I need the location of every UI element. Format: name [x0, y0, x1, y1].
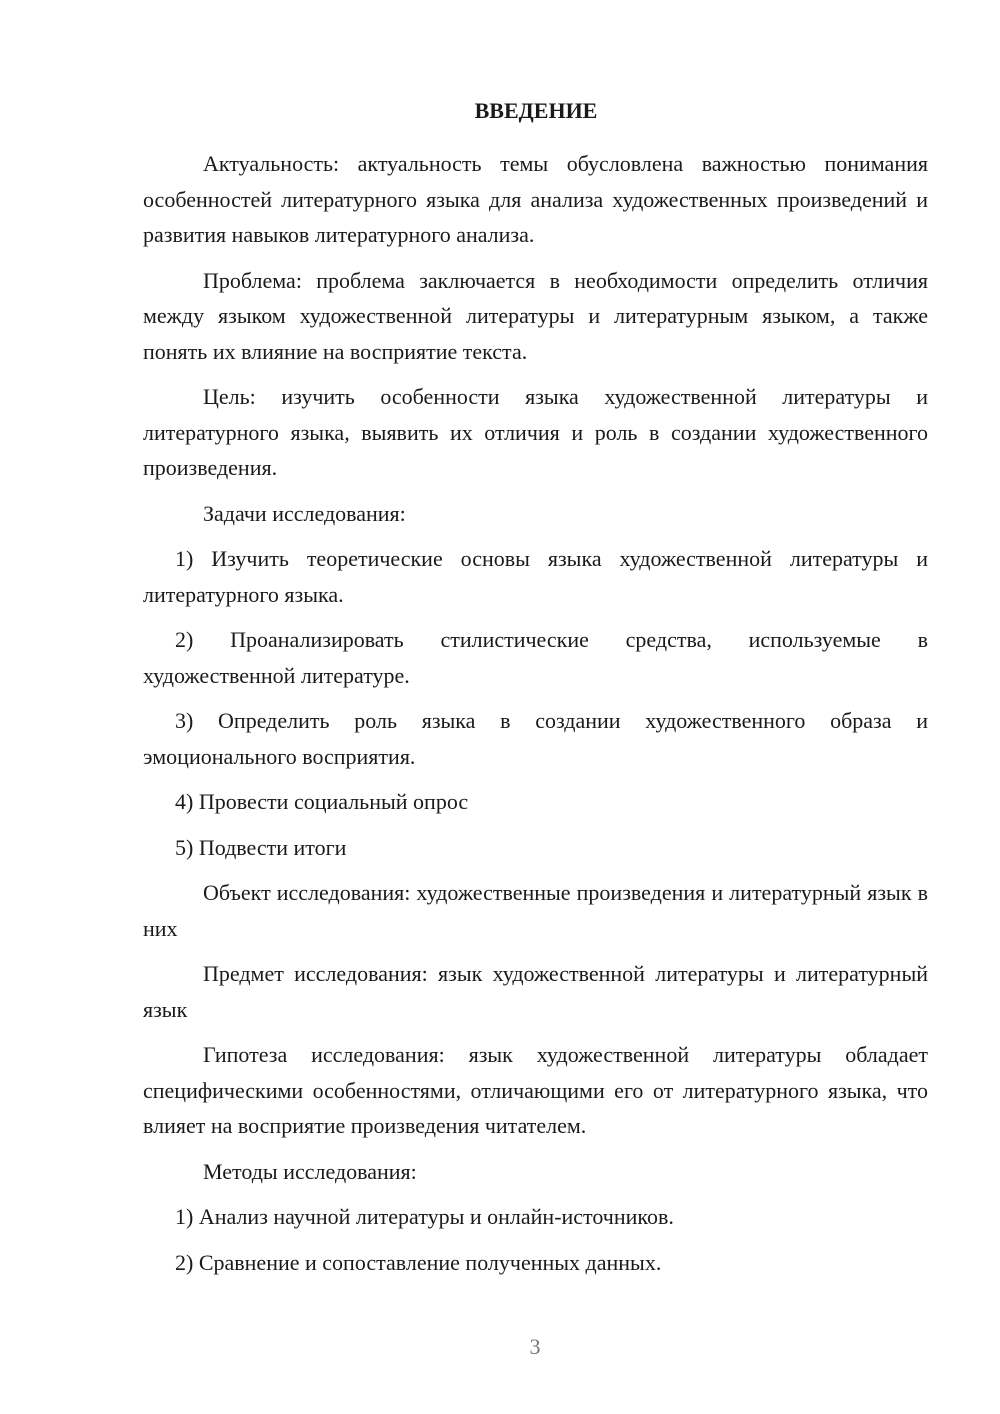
tasks-title: Задачи исследования: [203, 500, 406, 526]
task-item-2: 2) Проанализировать стилистические средства, используемые в художественной литературе. [143, 627, 928, 688]
relevance-paragraph: Актуальность: актуальность темы обусловлена важностью понимания особенностей литературного языка для анализа художественных произведений и развития навыков литературного анализа. [143, 151, 928, 247]
methods-title: Методы исследования: [203, 1158, 417, 1184]
hypothesis-paragraph: Гипотеза исследования: язык художественной литературы обладает специфическими особенностями, отличающими его от литературного языка, что влияет на восприятие произведения читателем. [143, 1042, 928, 1138]
method-item-1: 1) Анализ научной литературы и онлайн-источников. [175, 1204, 674, 1229]
task-item-4: 4) Провести социальный опрос [175, 789, 469, 814]
method-item-2: 2) Сравнение и сопоставление полученных данных. [175, 1249, 662, 1275]
page-number: 3 [529, 1334, 541, 1359]
document-page [143, 96, 928, 1290]
problem-paragraph: Проблема: проблема заключается в необходимости определить отличия между языком художественной литературы и литературным языком, а также понять их влияние на восприятие текста. [143, 267, 928, 364]
object-paragraph: Объект исследования: художественные произведения и литературный язык в них [143, 880, 928, 941]
task-item-3: 3) Определить роль языка в создании художественного образа и эмоционального восприятия. [143, 708, 928, 769]
task-item-5: 5) Подвести итоги [175, 834, 347, 860]
subject-paragraph: Предмет исследования: язык художественной литературы и литературный язык [143, 961, 928, 1022]
goal-paragraph: Цель: изучить особенности языка художественной литературы и литературного языка, выявить их отличия и роль в создании художественного произведения. [143, 384, 928, 480]
task-item-1: 1) Изучить теоретические основы языка художественной литературы и литературного языка. [143, 546, 928, 607]
section-heading: ВВЕДЕНИЕ [474, 98, 598, 123]
